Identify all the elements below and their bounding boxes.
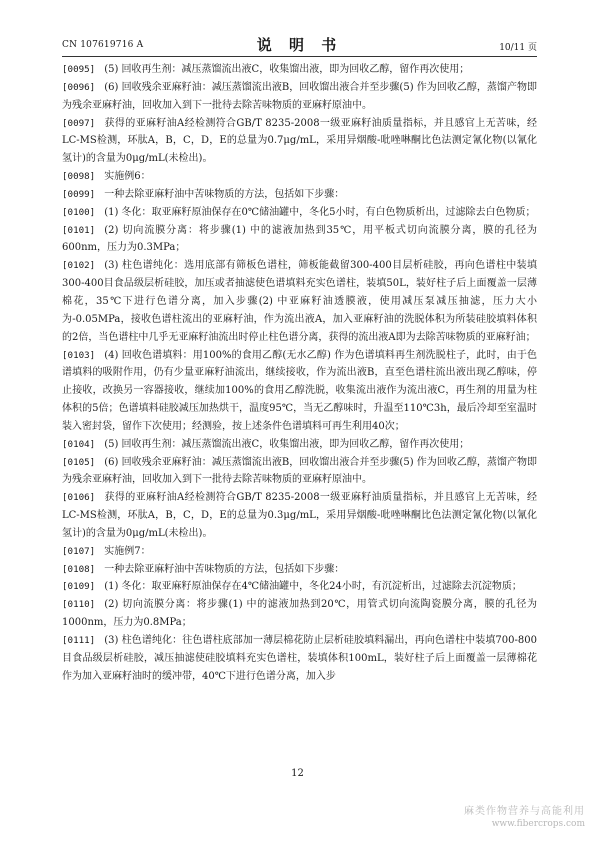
paragraph-number: [0108] <box>62 563 96 575</box>
paragraph-text: (6) 回收残余亚麻籽油：减压蒸馏流出液B，回收馏出液合并至步骤(5) 作为回收乙醇，蒸馏产物即为残余亚麻籽油，回收加入到下一批待去除苦味物质的亚麻籽原油中。 <box>62 81 537 111</box>
paragraph <box>62 454 537 490</box>
paragraph <box>62 204 537 222</box>
paragraph <box>62 632 537 686</box>
paragraph-number: [0102] <box>62 260 96 272</box>
paragraph <box>62 168 537 186</box>
watermark-url: www.fibercrops.com <box>491 819 585 829</box>
paragraph <box>62 257 537 346</box>
paragraph-number: [0095] <box>62 64 96 75</box>
paragraph-text: (5) 回收再生剂：减压蒸馏流出液C，收集馏出液，即为回收乙醇，留作再次使用； <box>104 438 470 450</box>
paragraph <box>62 79 537 115</box>
watermark-title: 麻类作物营养与高能利用 <box>464 806 585 817</box>
page-indicator: 10/11 页 <box>499 43 537 53</box>
paragraph-text: (1) 冬化：取亚麻籽原油保存在4℃储油罐中，冬化24小时，有沉淀析出，过滤除去沉淀物质； <box>104 581 522 593</box>
paragraph-number: [0111] <box>62 635 96 646</box>
patent-number: CN 107619716 A <box>62 40 144 50</box>
paragraph-text: (5) 回收再生剂：减压蒸馏流出液C，收集馏出液，即为回收乙醇，留作再次使用； <box>104 64 470 75</box>
paragraph <box>62 543 537 561</box>
paragraph-number: [0107] <box>62 545 96 557</box>
paragraph-text: (6) 回收残余亚麻籽油：减压蒸馏流出液B，回收馏出液合并至步骤(5) 作为回收乙醇，蒸馏产物即为残余亚麻籽油，回收加入到下一批待去除苦味物质的亚麻籽原油中。 <box>62 456 537 486</box>
paragraph-text: (4) 回收色谱填料：用100%的食用乙醇(无水乙醇) 作为色谱填料再生剂洗脱柱子，此时，由于色谱填料的吸附作用，仍有少量亚麻籽油流出，继续接收，作为流出液B，直至色谱柱流出液出现乙醇味，停止接收，改换另一容器接收，继续加100%的食用乙醇洗脱，收集流出液作为流出液C，再生剂的用量为柱体积的5倍；色谱填料硅胶减压加热烘干，温度95℃，当无乙醇味时，升温至110℃3h，最后冷却至室温时装入密封袋，留作下次使用；经测验，按上述条件色谱填料可再生利用40次； <box>62 349 537 432</box>
paragraph-number: [0106] <box>62 492 96 504</box>
paragraph-text: 获得的亚麻籽油A经检测符合GB/T 8235-2008一级亚麻籽油质量指标，并且感官上无苦味，经LC-MS检测，环肽A，B，C，D，E的总量为0.3μg/mL，采用异烟酸-吡唑啉酮比色法测定氰化物(以氰化氢计)的含量为0μg/mL(未检出)。 <box>62 492 537 539</box>
paragraph-number: [0098] <box>62 171 96 183</box>
paragraph-number: [0103] <box>62 349 96 361</box>
paragraph-number: [0096] <box>62 81 96 93</box>
paragraph-number: [0100] <box>62 206 96 218</box>
paragraph-text: (2) 切向流膜分离：将步骤(1) 中的滤液加热到35℃，用平板式切向流膜分离，膜的孔径为600nm，压力为0.3MPa； <box>62 224 537 254</box>
paragraph <box>62 489 537 543</box>
paragraph <box>62 561 537 579</box>
page-header <box>62 34 537 57</box>
paragraph <box>62 115 537 169</box>
paragraph-number: [0104] <box>62 438 96 450</box>
site-watermark <box>464 806 585 830</box>
document-body <box>62 61 537 686</box>
paragraph-text: (1) 冬化：取亚麻籽原油保存在0℃储油罐中，冬化5小时，有白色物质析出，过滤除去白色物质； <box>104 206 536 218</box>
paragraph-number: [0105] <box>62 456 96 468</box>
paragraph-text: 一种去除亚麻籽油中苦味物质的方法，包括如下步骤： <box>104 188 345 200</box>
paragraph-text: 一种去除亚麻籽油中苦味物质的方法，包括如下步骤： <box>104 563 345 575</box>
paragraph <box>62 436 537 454</box>
page-number: 12 <box>291 768 304 779</box>
paragraph <box>62 578 537 596</box>
paragraph-text: 实施例6： <box>104 171 151 183</box>
paragraph-number: [0101] <box>62 224 96 236</box>
paragraph-text: 实施例7： <box>104 545 151 557</box>
paragraph <box>62 596 537 632</box>
paragraph-text: (2) 切向流膜分离：将步骤(1) 中的滤液加热到20℃，用管式切向流陶瓷膜分离，膜的孔径为1000nm，压力为0.8MPa； <box>62 599 537 629</box>
paragraph <box>62 186 537 204</box>
paragraph <box>62 347 537 436</box>
paragraph-number: [0110] <box>62 599 96 611</box>
paragraph-text: (3) 柱色谱纯化：往色谱柱底部加一薄层棉花防止层析硅胶填料漏出，再向色谱柱中装填700-800目食品级层析硅胶，减压抽滤使硅胶填料充实色谱柱，装填体积100mL，装好柱子后上面覆盖一层薄棉花作为加入亚麻籽油时的缓冲带，40℃下进行色谱分离，加入步 <box>62 635 537 682</box>
paragraph-number: [0097] <box>62 117 96 129</box>
paragraph-number: [0099] <box>62 188 96 200</box>
paragraph-text: (3) 柱色谱纯化：选用底部有筛板色谱柱，筛板能截留300-400目层析硅胶，再向色谱柱中装填300-400目食品级层析硅胶，加压或者抽滤使色谱填料充实色谱柱，装填50L，装好柱子后上面覆盖一层薄棉花，35℃下进行色谱分离，加入步骤(2) 中亚麻籽油透膜液，使用减压泵减压抽滤，压力大小为-0.05MPa，接收色谱柱流出的亚麻籽油，作为流出液A，加入亚麻籽油的洗脱体积为所装硅胶填料体积的2倍，当色谱柱中几乎无亚麻籽油流出时停止柱色谱分离，获得的流出液A即为去除苦味物质的亚麻籽油； <box>62 260 537 343</box>
paragraph-text: 获得的亚麻籽油A经检测符合GB/T 8235-2008一级亚麻籽油质量指标，并且感官上无苦味，经LC-MS检测，环肽A，B，C，D，E的总量为0.7μg/mL，采用异烟酸-吡唑啉酮比色法测定氰化物(以氰化氢计)的含量为0μg/mL(未检出)。 <box>62 117 537 165</box>
paragraph <box>62 61 537 79</box>
paragraph <box>62 222 537 258</box>
paragraph-number: [0109] <box>62 581 96 593</box>
page-title: 说 明 书 <box>256 36 343 54</box>
